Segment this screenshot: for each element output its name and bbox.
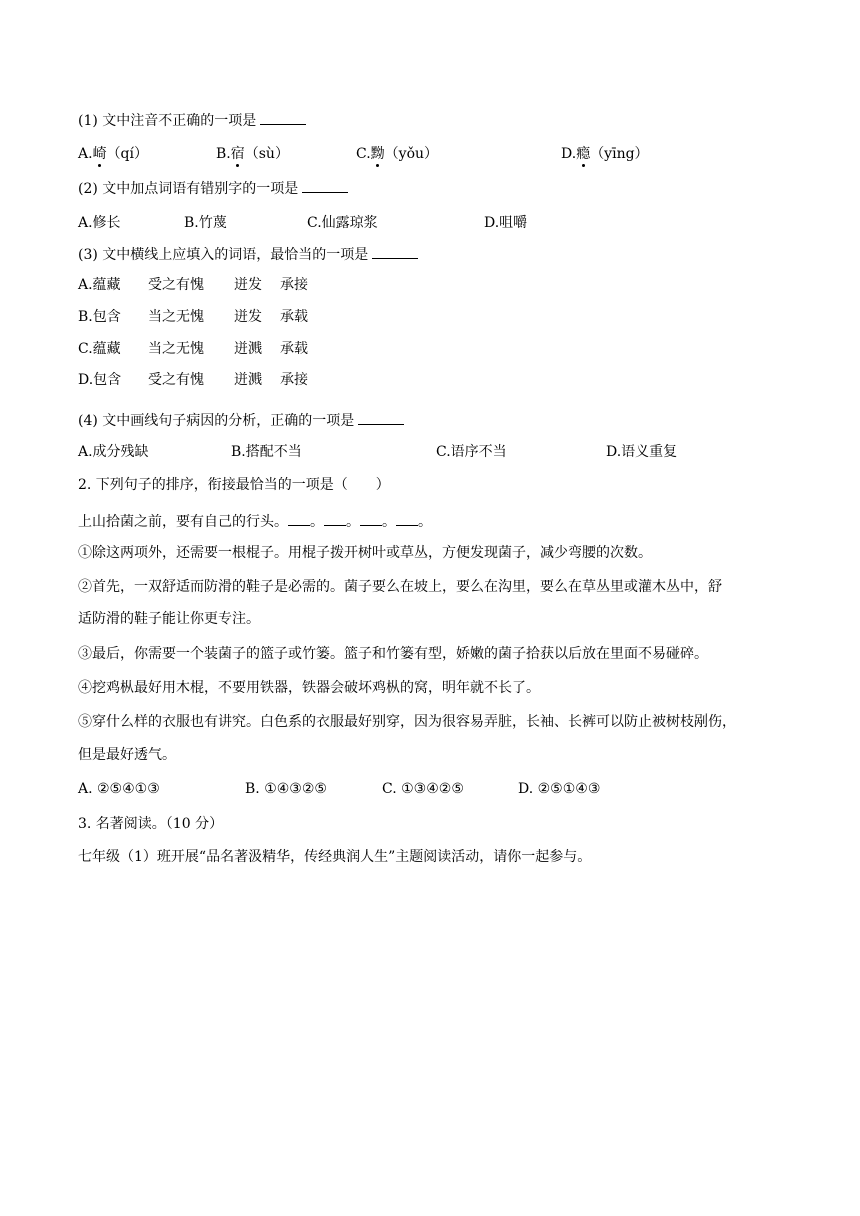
emphasis-dot-char: 宿 <box>230 146 245 162</box>
q1-2-option-c: C.仙露琼浆 <box>307 215 378 231</box>
q3-intro: 七年级（1）班开展“品名著汲精华，传经典润人生”主题阅读活动，请你一起参与。 <box>78 849 592 865</box>
q2-lead: 上山拾菌之前，要有自己的行头。 。 。 。 。 <box>78 514 432 530</box>
q2-sentence-5-line-1: ⑤穿什么样的衣服也有讲究。白色系的衣服最好别穿，因为很容易弄脏，长袖、长裤可以防止被树枝剐伤， <box>78 714 736 730</box>
q1-2-option-b: B.竹蔑 <box>184 215 227 231</box>
q1-4-option-a: A.成分残缺 <box>78 444 149 460</box>
q2-sentence-3: ③最后，你需要一个装菌子的篮子或竹篓。篮子和竹篓有型，娇嫩的菌子拾获以后放在里面不易碰碎。 <box>78 646 708 662</box>
q1-3-prompt: (3) 文中横线上应填入的词语，最恰当的一项是 <box>78 246 418 264</box>
q1-4-option-c: C.语序不当 <box>436 444 507 460</box>
q2-sentence-2-line-1: ②首先，一双舒适而防滑的鞋子是必需的。菌子要么在坡上，要么在沟里，要么在草丛里或灌木丛中，舒 <box>78 579 722 595</box>
q1-3-option-d: D.包含 受之有愧 迸溅 承接 <box>78 372 308 388</box>
q1-4-option-b: B.搭配不当 <box>231 444 302 460</box>
order-blank[interactable] <box>396 513 418 526</box>
answer-blank[interactable] <box>302 180 348 193</box>
q1-1-option-c: C.黝（yǒu） <box>356 146 439 162</box>
order-blank[interactable] <box>288 513 310 526</box>
q2-sentence-4: ④挖鸡枞最好用木棍，不要用铁器，铁器会破坏鸡枞的窝，明年就不长了。 <box>78 680 540 696</box>
q1-1-option-d: D.瘾（yīng） <box>561 146 649 162</box>
answer-blank[interactable] <box>372 246 418 259</box>
emphasis-dot-char: 崎 <box>92 146 107 162</box>
q2-prompt: 2. 下列句子的排序，衔接最恰当的一项是（ ） <box>78 477 390 493</box>
q1-1-option-a: A.崎（qí） <box>78 146 149 162</box>
q1-2-option-a: A.修长 <box>78 215 121 231</box>
q2-sentence-5-line-2: 但是最好透气。 <box>78 747 176 763</box>
q2-sentence-2-line-2: 适防滑的鞋子能让你更专注。 <box>78 611 260 627</box>
q1-3-option-b: B.包含 当之无愧 迸发 承载 <box>78 309 308 325</box>
order-blank[interactable] <box>324 513 346 526</box>
q1-1-option-b: B.宿（sù） <box>216 146 289 162</box>
q1-2-prompt: (2) 文中加点词语有错别字的一项是 <box>78 180 348 198</box>
answer-blank[interactable] <box>358 412 404 425</box>
q3-prompt: 3. 名著阅读。（10 分） <box>78 816 224 832</box>
q1-4-prompt: (4) 文中画线句子病因的分析，正确的一项是 <box>78 412 404 430</box>
emphasis-dot-char: 瘾 <box>576 146 591 162</box>
q2-option-a: A. ②⑤④①③ <box>78 781 160 797</box>
order-blank[interactable] <box>360 513 382 526</box>
q1-3-option-c: C.蕴藏 当之无愧 迸溅 承载 <box>78 341 308 357</box>
q2-sentence-1: ①除这两项外，还需要一根棍子。用棍子拨开树叶或草丛，方便发现菌子，减少弯腰的次数。 <box>78 545 652 561</box>
answer-blank[interactable] <box>260 112 306 125</box>
q1-4-option-d: D.语义重复 <box>606 444 678 460</box>
q2-option-d: D. ②⑤①④③ <box>518 781 601 797</box>
q1-1-prompt: (1) 文中注音不正确的一项是 <box>78 112 306 130</box>
q1-2-option-d: D.咀嚼 <box>484 215 528 231</box>
emphasis-dot-char: 黝 <box>370 146 385 162</box>
q1-3-option-a: A.蕴藏 受之有愧 迸发 承接 <box>78 277 308 293</box>
q2-option-b: B. ①④③②⑤ <box>245 781 327 797</box>
q2-option-c: C. ①③④②⑤ <box>382 781 464 797</box>
